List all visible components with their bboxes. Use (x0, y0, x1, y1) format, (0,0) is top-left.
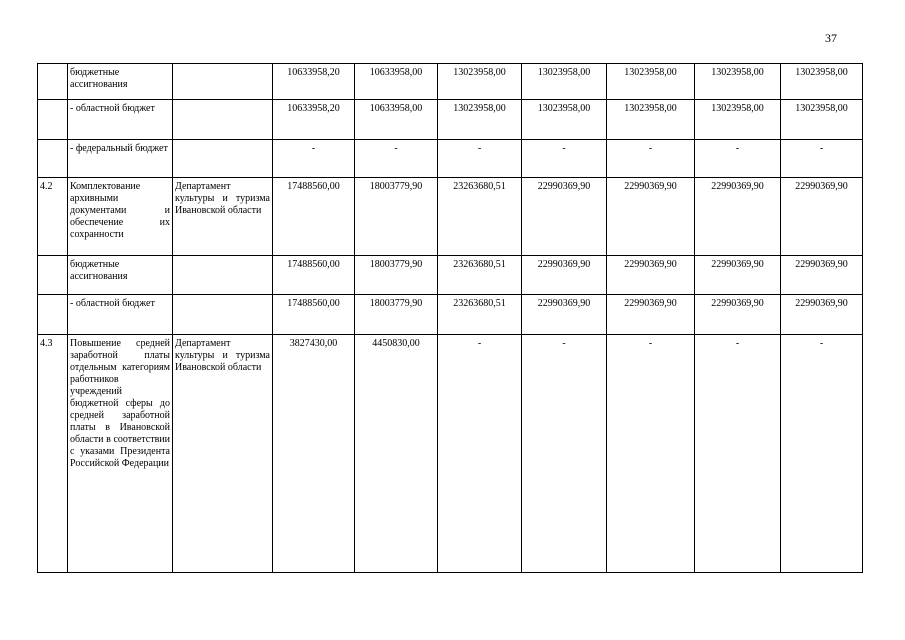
row-name-cell: Комплектование архивными документами и обеспечение их сохранности (68, 178, 173, 256)
row-name-cell: - областной бюджет (68, 100, 173, 140)
value-cell: 10633958,00 (355, 64, 438, 100)
row-number-cell: 4.3 (38, 335, 68, 573)
row-name-cell: бюджетные ассигнования (68, 256, 173, 295)
value-cell: 3827430,00 (273, 335, 355, 573)
row-number-cell (38, 100, 68, 140)
value-cell: - (438, 335, 522, 573)
value-cell: 13023958,00 (781, 100, 863, 140)
value-cell: 22990369,90 (781, 295, 863, 335)
table-row (38, 295, 863, 335)
value-cell: 13023958,00 (438, 64, 522, 100)
value-cell: 22990369,90 (695, 178, 781, 256)
executor-cell: Департамент культуры и туризма Ивановской области (173, 335, 273, 573)
value-cell: 22990369,90 (607, 295, 695, 335)
value-cell: 13023958,00 (522, 100, 607, 140)
executor-cell (173, 256, 273, 295)
value-cell: - (438, 140, 522, 178)
row-number-cell (38, 64, 68, 100)
value-cell: 22990369,90 (781, 256, 863, 295)
row-name-cell: - областной бюджет (68, 295, 173, 335)
executor-cell (173, 64, 273, 100)
row-number-cell (38, 140, 68, 178)
value-cell: 18003779,90 (355, 295, 438, 335)
value-cell: - (695, 335, 781, 573)
value-cell: 22990369,90 (607, 256, 695, 295)
table-row (38, 256, 863, 295)
value-cell: 23263680,51 (438, 295, 522, 335)
value-cell: 17488560,00 (273, 256, 355, 295)
value-cell: 22990369,90 (522, 295, 607, 335)
value-cell: 22990369,90 (522, 178, 607, 256)
value-cell: 22990369,90 (695, 295, 781, 335)
table-row (38, 64, 863, 100)
row-name-cell: бюджетные ассигнования (68, 64, 173, 100)
value-cell: - (695, 140, 781, 178)
value-cell: 17488560,00 (273, 295, 355, 335)
executor-cell (173, 140, 273, 178)
value-cell: 22990369,90 (695, 256, 781, 295)
budget-table (37, 63, 863, 573)
value-cell: 4450830,00 (355, 335, 438, 573)
value-cell: 13023958,00 (781, 64, 863, 100)
value-cell: 13023958,00 (607, 64, 695, 100)
value-cell: 13023958,00 (522, 64, 607, 100)
value-cell: - (522, 140, 607, 178)
value-cell: - (607, 140, 695, 178)
value-cell: 23263680,51 (438, 178, 522, 256)
value-cell: 18003779,90 (355, 256, 438, 295)
executor-cell (173, 100, 273, 140)
value-cell: 17488560,00 (273, 178, 355, 256)
value-cell: - (781, 335, 863, 573)
page-number: 37 (825, 31, 837, 45)
row-name-cell: - федеральный бюджет (68, 140, 173, 178)
value-cell: 22990369,90 (522, 256, 607, 295)
row-number-cell: 4.2 (38, 178, 68, 256)
value-cell: - (781, 140, 863, 178)
table-row (38, 335, 863, 573)
value-cell: 23263680,51 (438, 256, 522, 295)
value-cell: - (355, 140, 438, 178)
row-name-cell: Повышение средней заработной платы отдельным категориям работников учреждений бюджетной сферы до средней заработной платы в Ивановской области в соответствии с указами Президента Российской Федерации (68, 335, 173, 573)
executor-cell: Департамент культуры и туризма Ивановской области (173, 178, 273, 256)
executor-cell (173, 295, 273, 335)
table-row (38, 140, 863, 178)
value-cell: 18003779,90 (355, 178, 438, 256)
value-cell: 10633958,20 (273, 100, 355, 140)
value-cell: - (522, 335, 607, 573)
value-cell: 13023958,00 (695, 100, 781, 140)
value-cell: 22990369,90 (607, 178, 695, 256)
value-cell: - (607, 335, 695, 573)
value-cell: 22990369,90 (781, 178, 863, 256)
table-row (38, 178, 863, 256)
row-number-cell (38, 256, 68, 295)
value-cell: 13023958,00 (695, 64, 781, 100)
value-cell: 10633958,20 (273, 64, 355, 100)
table-body (38, 64, 863, 573)
table-row (38, 100, 863, 140)
value-cell: 13023958,00 (607, 100, 695, 140)
row-number-cell (38, 295, 68, 335)
value-cell: 10633958,00 (355, 100, 438, 140)
value-cell: 13023958,00 (438, 100, 522, 140)
value-cell: - (273, 140, 355, 178)
